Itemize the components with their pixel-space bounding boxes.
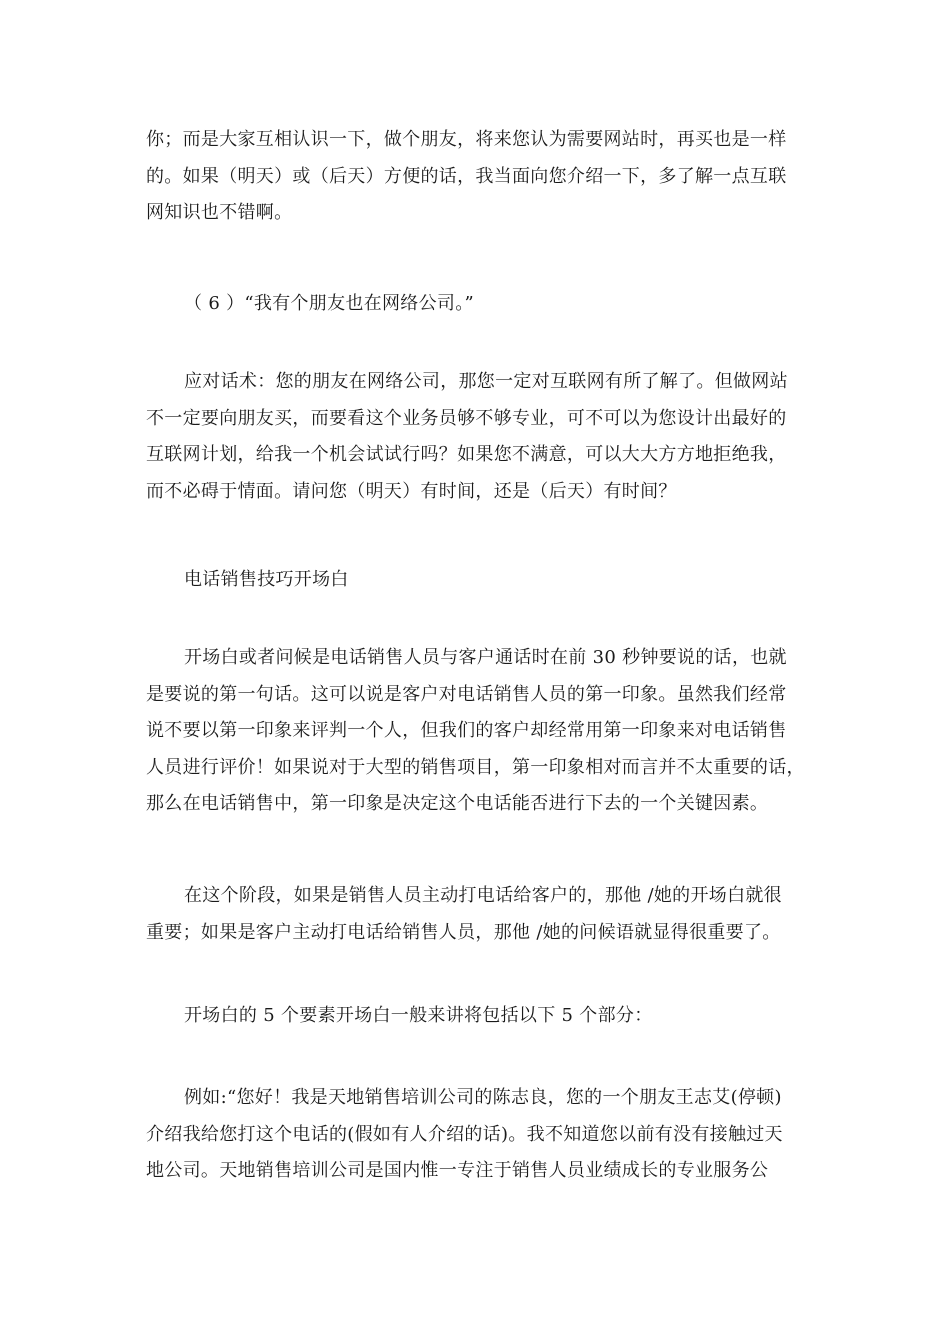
paragraph-example [146, 1080, 814, 1190]
text-line: 在这个阶段，如果是销售人员主动打电话给客户的，那他 /她的开场白就很 [184, 885, 782, 906]
text-line: 地公司。天地销售培训公司是国内惟一专注于销售人员业绩成长的专业服务公 [146, 1160, 769, 1181]
text-line: 开场白的 5 个要素开场白一般来讲将包括以下 5 个部分： [184, 1005, 653, 1026]
text-line: 重要；如果是客户主动打电话给销售人员，那他 /她的问候语就显得很重要了。 [146, 921, 781, 943]
text-line: 电话销售技巧开场白 [184, 569, 349, 590]
text-line: 人员进行评价！如果说对于大型的销售项目，第一印象相对而言并不太重要的话， [146, 756, 805, 778]
paragraph-objection-heading [146, 286, 814, 323]
text-line: 应对话术：您的朋友在网络公司，那您一定对互联网有所了解了。但做网站 [184, 371, 788, 392]
paragraph-response-script [146, 364, 814, 510]
text-line: 那么在电话销售中，第一印象是决定这个电话能否进行下去的一个关键因素。 [146, 793, 769, 814]
text-line: 例如:“您好！我是天地销售培训公司的陈志良，您的一个朋友王志艾(停顿) [184, 1087, 782, 1108]
paragraph-five-elements [146, 998, 814, 1035]
text-line: 网知识也不错啊。 [146, 202, 293, 223]
paragraph-website-intro [146, 122, 814, 232]
text-line: 互联网计划，给我一个机会试试行吗？如果您不满意，可以大大方方地拒绝我， [146, 444, 787, 465]
text-line: 不一定要向朋友买，而要看这个业务员够不够专业，可不可以为您设计出最好的 [146, 407, 787, 429]
text-line: 的。如果（明天）或（后天）方便的话，我当面向您介绍一下，多了解一点互联 [146, 165, 787, 187]
text-line: （ 6 ）“我有个朋友也在网络公司。” [184, 293, 474, 314]
text-line: 是要说的第一句话。这可以说是客户对电话销售人员的第一印象。虽然我们经常 [146, 683, 787, 705]
text-line: 你；而是大家互相认识一下，做个朋友，将来您认为需要网站时，再买也是一样 [146, 129, 787, 150]
text-line: 说不要以第一印象来评判一个人，但我们的客户却经常用第一印象来对电话销售 [146, 720, 787, 741]
text-line: 介绍我给您打这个电话的(假如有人介绍的话)。我不知道您以前有没有接触过天 [146, 1123, 783, 1145]
paragraph-opening-intro [146, 640, 814, 823]
text-line: 开场白或者问候是电话销售人员与客户通话时在前 30 秒钟要说的话，也就 [184, 647, 787, 668]
paragraph-stage [146, 878, 814, 951]
section-heading [146, 562, 814, 599]
text-line: 而不必碍于情面。请问您（明天）有时间，还是（后天）有时间？ [146, 480, 677, 502]
